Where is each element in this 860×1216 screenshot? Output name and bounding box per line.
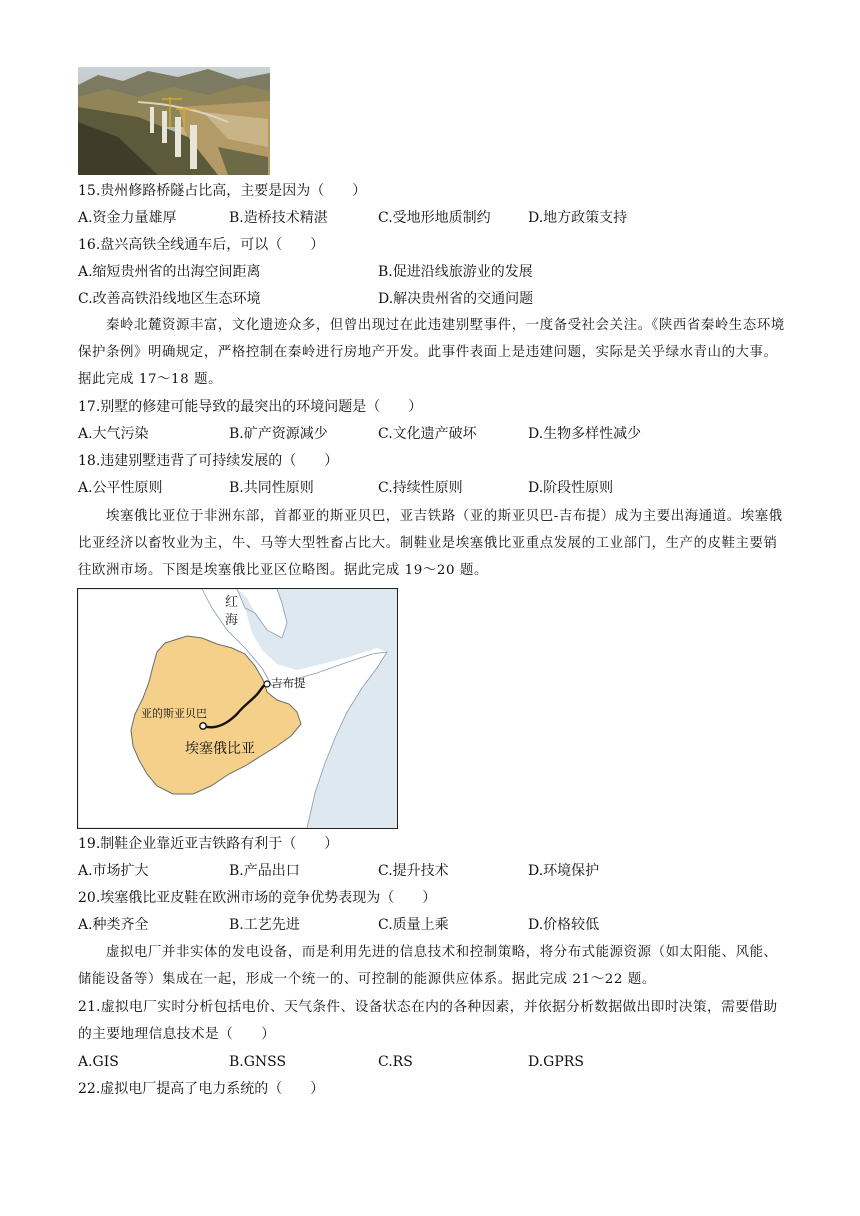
country-label: 埃塞俄比亚: [185, 741, 255, 757]
question-17-option-d: D.生物多样性减少: [528, 426, 642, 442]
question-18-option-c: C.持续性原则: [378, 480, 463, 496]
question-19-option-d: D.环境保护: [528, 863, 600, 879]
question-16-stem: 16.盘兴高铁全线通车后，可以（ ）: [78, 237, 325, 253]
bridge-construction-photo: [78, 67, 270, 175]
passage-ethiopia: [78, 503, 786, 584]
capital-label: 亚的斯亚贝巴: [141, 707, 207, 720]
question-16-option-a: A.缩短贵州省的出海空间距离: [78, 264, 261, 280]
question-18-option-a: A.公平性原则: [78, 480, 163, 496]
question-20-option-b: B.工艺先进: [229, 917, 300, 933]
question-18-option-b: B.共同性原则: [229, 480, 314, 496]
question-18-option-d: D.阶段性原则: [528, 480, 614, 496]
question-15-option-a: A.资金力量雄厚: [78, 210, 177, 226]
sea-label-1: 红: [225, 595, 239, 610]
passage-qinling: [78, 312, 786, 393]
question-22-stem: 22.虚拟电厂提高了电力系统的（ ）: [78, 1081, 325, 1097]
question-21-option-a: A.GIS: [78, 1054, 119, 1070]
question-17-option-c: C.文化遗产破坏: [378, 426, 477, 442]
question-17-option-b: B.矿产资源减少: [229, 426, 328, 442]
question-15-option-d: D.地方政策支持: [528, 210, 628, 226]
question-19-option-b: B.产品出口: [229, 863, 300, 879]
question-15-option-b: B.造桥技术精湛: [229, 210, 328, 226]
question-20-stem: 20.埃塞俄比亚皮鞋在欧洲市场的竞争优势表现为（ ）: [78, 890, 437, 906]
question-21-option-c: C.RS: [378, 1054, 413, 1070]
question-17-stem: 17.别墅的修建可能导致的最突出的环境问题是（ ）: [78, 399, 423, 415]
question-16-option-b: B.促进沿线旅游业的发展: [378, 264, 533, 280]
question-15-option-c: C.受地形地质制约: [378, 210, 491, 226]
question-19-option-a: A.市场扩大: [78, 863, 149, 879]
question-15-stem: 15.贵州修路桥隧占比高，主要是因为（ ）: [78, 183, 367, 199]
question-17-option-a: A.大气污染: [78, 426, 149, 442]
question-20-option-a: A.种类齐全: [78, 917, 149, 933]
passage-virtual-power-plant: [78, 939, 786, 993]
passage-ethiopia-text: 埃塞俄比亚位于非洲东部，首都亚的斯亚贝巴，亚吉铁路（亚的斯亚贝巴-吉布提）成为主要出海通道。埃塞俄比亚经济以畜牧业为主，牛、马等大型牲畜占比大。制鞋业是埃塞俄比亚重点发展的工业部门，生产的皮鞋主要销往欧洲市场。下图是埃塞俄比亚区位略图。据此完成 19～20 题。: [78, 509, 783, 578]
question-19-option-c: C.提升技术: [378, 863, 449, 879]
question-21-option-d: D.GPRS: [528, 1054, 584, 1070]
question-19-stem: 19.制鞋企业靠近亚吉铁路有利于（ ）: [78, 836, 339, 852]
question-16-option-d: D.解决贵州省的交通问题: [378, 291, 534, 307]
question-16-option-c: C.改善高铁沿线地区生态环境: [78, 291, 261, 307]
ethiopia-location-map: [77, 588, 398, 829]
question-21-option-b: B.GNSS: [229, 1054, 287, 1070]
question-20-option-c: C.质量上乘: [378, 917, 449, 933]
port-marker: [264, 681, 270, 687]
passage-qinling-text: 秦岭北麓资源丰富，文化遗迹众多，但曾出现过在此违建别墅事件，一度备受社会关注。《陕西省秦岭生态环境保护条例》明确规定，严格控制在秦岭进行房地产开发。此事件表面上是违建问题，实际是关乎绿水青山的大事。据此完成 17～18 题。: [78, 318, 785, 387]
passage-virtual-power-plant-text: 虚拟电厂并非实体的发电设备，而是利用先进的信息技术和控制策略，将分布式能源资源（如太阳能、风能、储能设备等）集成在一起，形成一个统一的、可控制的能源供应体系。据此完成 21～22 题。: [78, 945, 778, 987]
sea-label-2: 海: [225, 613, 239, 628]
port-label: 吉布提: [271, 676, 306, 690]
question-18-stem: 18.违建别墅违背了可持续发展的（ ）: [78, 453, 339, 469]
question-21-stem: 21.虚拟电厂实时分析包括电价、天气条件、设备状态在内的各种因素，并依据分析数据做出即时决策，需要借助的主要地理信息技术是（ ）: [78, 999, 778, 1042]
question-20-option-d: D.价格较低: [528, 917, 600, 933]
capital-marker: [200, 723, 206, 729]
